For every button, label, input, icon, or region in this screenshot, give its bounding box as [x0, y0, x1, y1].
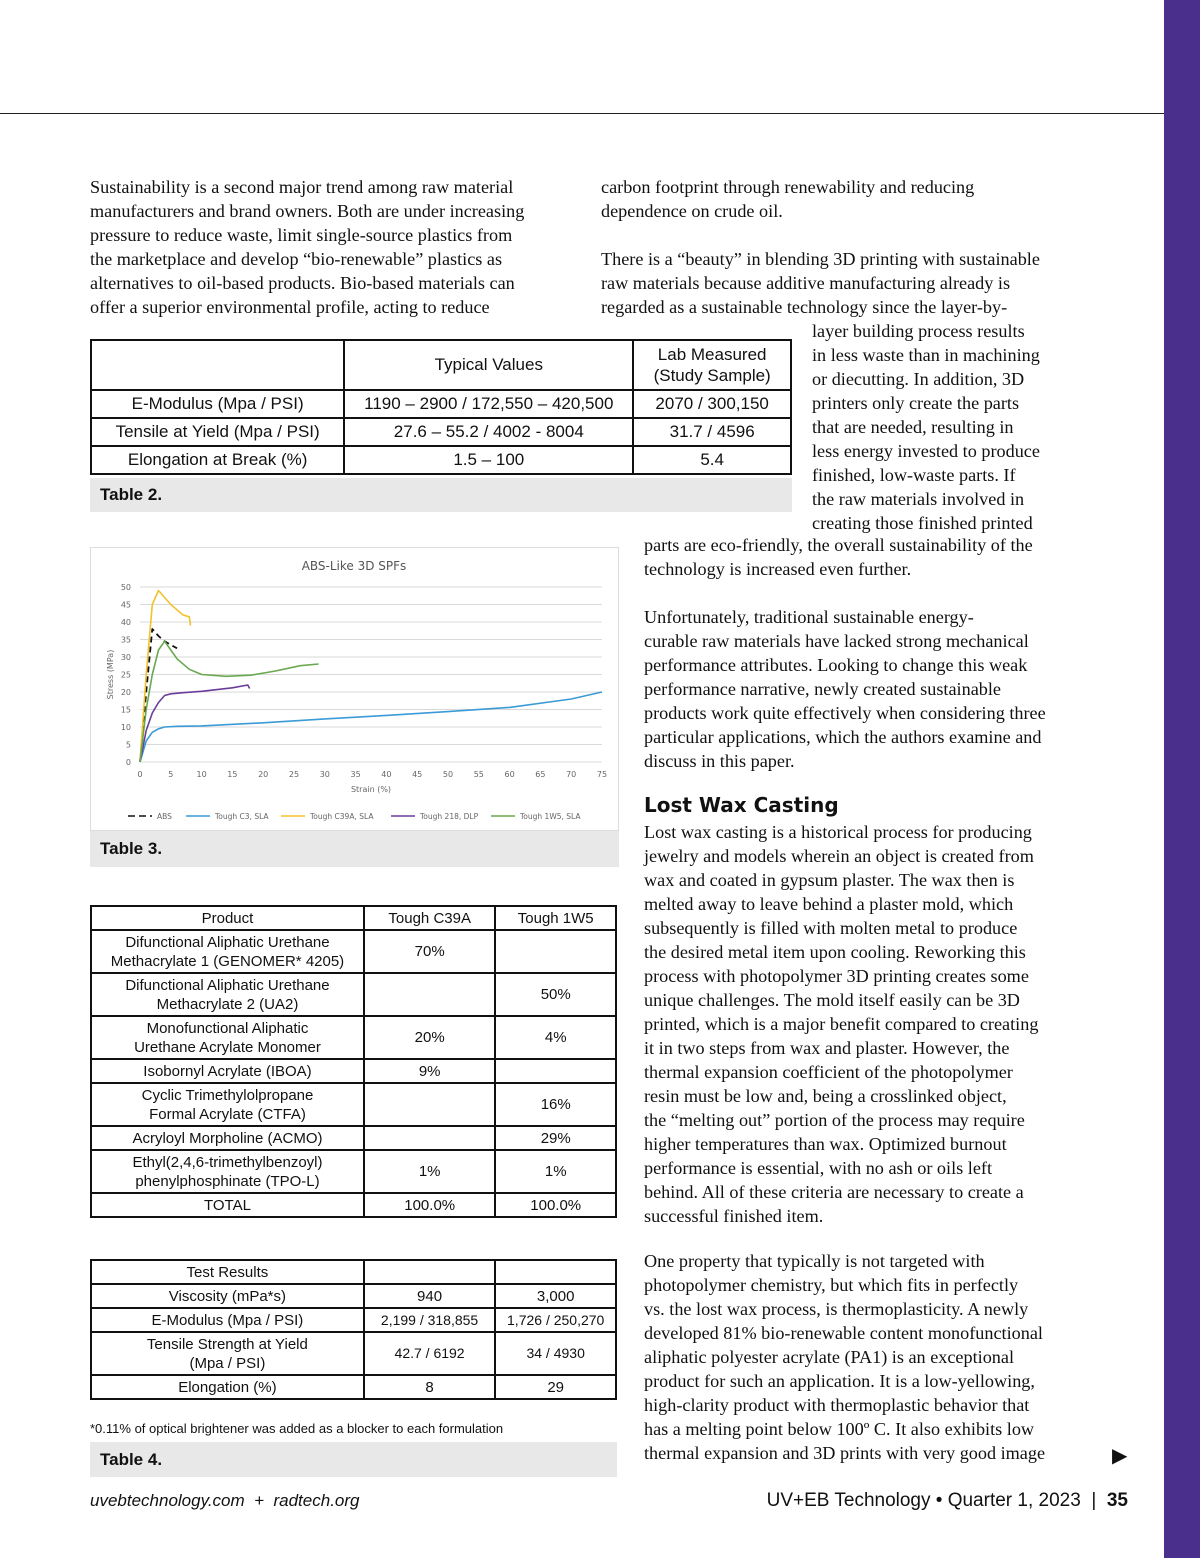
table-row	[91, 1150, 616, 1193]
table-cell: Acryloyl Morpholine (ACMO)	[91, 1126, 364, 1150]
text-line: Sustainability is a second major trend among raw material	[90, 177, 514, 197]
text-line: wax and coated in gypsum plaster. The wax then is	[644, 870, 1015, 890]
text-line: in less waste than in machining	[812, 345, 1040, 365]
x-tick-label: 45	[412, 770, 423, 779]
table-cell	[364, 1126, 495, 1150]
text-line: technology is increased even further.	[644, 559, 912, 579]
table-cell: Tough C39A	[364, 906, 495, 930]
table-2	[90, 339, 792, 475]
text-line: the desired metal item upon cooling. Reworking this	[644, 942, 1026, 962]
table-cell: Tough 1W5	[495, 906, 616, 930]
series-line	[140, 641, 319, 762]
table-cell: 2,199 / 318,855	[364, 1308, 496, 1332]
text-line: offer a superior environmental profile, acting to reduce	[90, 297, 490, 317]
y-tick-label: 45	[120, 600, 131, 610]
text-line: developed 81% bio-renewable content monofunctional	[644, 1323, 1043, 1343]
table-cell	[364, 1260, 496, 1284]
section-heading-lost-wax: Lost Wax Casting	[644, 793, 839, 817]
text-line: performance attributes. Looking to change this weak	[644, 655, 1028, 675]
table-cell: Viscosity (mPa*s)	[91, 1284, 364, 1308]
text-line: higher temperatures than wax. Optimized burnout	[644, 1134, 1007, 1154]
table-row	[91, 446, 791, 474]
legend-label: ABS	[157, 812, 172, 821]
page-edge-bar	[1164, 0, 1200, 1558]
x-tick-label: 30	[319, 770, 330, 779]
x-tick-label: 55	[473, 770, 484, 779]
table-cell: Test Results	[91, 1260, 364, 1284]
y-tick-label: 30	[120, 653, 131, 662]
y-tick-label: 15	[120, 705, 131, 715]
text-line: creating those finished printed	[812, 513, 1033, 533]
continue-arrow-icon: ▶	[1112, 1443, 1128, 1467]
y-tick-label: 40	[120, 618, 131, 627]
text-line: particular applications, which the authors examine and	[644, 727, 1042, 747]
text-line: melted away to leave behind a plaster mold, which	[644, 894, 1014, 914]
table-row	[91, 1284, 616, 1308]
para-unfortunately	[644, 605, 1046, 773]
table-cell	[495, 1059, 616, 1083]
table-cell: 3,000	[495, 1284, 616, 1308]
text-line: Unfortunately, traditional sustainable energy-	[644, 607, 974, 627]
table-cell: 29%	[495, 1126, 616, 1150]
table-row	[91, 1016, 616, 1059]
table-cell: TOTAL	[91, 1193, 364, 1217]
text-line: printers only create the parts	[812, 393, 1020, 413]
text-line: carbon footprint through renewability and reducing	[601, 177, 975, 197]
table-cell: Ethyl(2,4,6-trimethylbenzoyl) phenylphosphinate (TPO-L)	[91, 1150, 364, 1193]
table-cell: 1.5 – 100	[344, 446, 633, 474]
table-header-row	[91, 1260, 616, 1284]
text-line: pressure to reduce waste, limit single-source plastics from	[90, 225, 513, 245]
table-cell: 34 / 4930	[495, 1332, 616, 1375]
y-tick-label: 35	[120, 635, 131, 645]
footer-websites: uvebtechnology.com + radtech.org	[90, 1491, 360, 1510]
x-tick-label: 75	[596, 770, 608, 779]
text-line: it in two steps from wax and plaster. However, the	[644, 1038, 1010, 1058]
x-tick-label: 10	[196, 770, 207, 779]
text-line: printed, which is a major benefit compared to creating	[644, 1014, 1039, 1034]
table-cell: Tensile Strength at Yield (Mpa / PSI)	[91, 1332, 364, 1375]
text-line: alternatives to oil-based products. Bio-based materials can	[90, 273, 515, 293]
table-row	[91, 973, 616, 1016]
table-cell: 1190 – 2900 / 172,550 – 420,500	[344, 390, 633, 418]
table-cell: E-Modulus (Mpa / PSI)	[91, 390, 344, 418]
table-cell: 1%	[495, 1150, 616, 1193]
table-row	[91, 390, 791, 418]
text-line: Lost wax casting is a historical process for producing	[644, 822, 1032, 842]
text-line: finished, low-waste parts. If	[812, 465, 1016, 485]
y-tick-label: 20	[120, 688, 131, 697]
table-2-caption: Table 2.	[90, 478, 792, 512]
table-cell: Difunctional Aliphatic Urethane Methacrylate 2 (UA2)	[91, 973, 364, 1016]
text-line: There is a “beauty” in blending 3D printing with sustainable	[601, 249, 1040, 269]
text-line: that are needed, resulting in	[812, 417, 1014, 437]
text-line: jewelry and models wherein an object is created from	[644, 846, 1034, 866]
table-row	[91, 1375, 616, 1399]
table-cell: 1%	[364, 1150, 495, 1193]
table-cell	[495, 1260, 616, 1284]
table-row	[91, 418, 791, 446]
table-row	[91, 1083, 616, 1126]
table-cell: Typical Values	[344, 340, 633, 390]
text-line: products work quite effectively when considering three	[644, 703, 1046, 723]
series-line	[140, 591, 191, 763]
table-cell: 16%	[495, 1083, 616, 1126]
table-cell: 4%	[495, 1016, 616, 1059]
x-tick-label: 70	[566, 770, 577, 779]
table-cell: 31.7 / 4596	[633, 418, 791, 446]
table-cell	[364, 973, 495, 1016]
y-tick-label: 10	[120, 723, 131, 732]
header-rule	[0, 113, 1164, 114]
table-cell: 27.6 – 55.2 / 4002 - 8004	[344, 418, 633, 446]
x-tick-label: 60	[504, 770, 515, 779]
table-cell: 940	[364, 1284, 496, 1308]
y-tick-label: 50	[120, 583, 131, 592]
chart-container	[90, 547, 619, 831]
table-cell: Elongation (%)	[91, 1375, 364, 1399]
table-row	[91, 1193, 616, 1217]
y-tick-label: 0	[125, 758, 131, 767]
para-lost-wax	[644, 820, 1038, 1228]
x-tick-label: 35	[350, 770, 361, 779]
text-line: has a melting point below 100º C. It also exhibits low	[644, 1419, 1035, 1439]
table-cell	[495, 930, 616, 973]
text-line: raw materials because additive manufacturing already is	[601, 273, 1011, 293]
x-tick-label: 40	[381, 770, 392, 779]
text-line: successful finished item.	[644, 1206, 824, 1226]
table-cell: Tensile at Yield (Mpa / PSI)	[91, 418, 344, 446]
text-line: the marketplace and develop “bio-renewable” plastics as	[90, 249, 503, 269]
table-cell	[364, 1083, 495, 1126]
page-number: 35	[1106, 1490, 1128, 1511]
chart-title: ABS-Like 3D SPFs	[301, 559, 407, 573]
x-axis-label: Strain (%)	[350, 785, 392, 794]
text-line: high-clarity product with thermoplastic behavior that	[644, 1395, 1030, 1415]
x-tick-label: 15	[227, 770, 238, 779]
para-one-property	[644, 1249, 1045, 1465]
table-cell: 42.7 / 6192	[364, 1332, 496, 1375]
table-cell: 1,726 / 250,270	[495, 1308, 616, 1332]
text-line: aliphatic polyester acrylate (PA1) is an exceptional	[644, 1347, 1015, 1367]
table-cell: 8	[364, 1375, 496, 1399]
text-line: dependence on crude oil.	[601, 201, 783, 221]
text-line: or diecutting. In addition, 3D	[812, 369, 1025, 389]
text-line: discuss in this paper.	[644, 751, 795, 771]
table-row	[91, 1308, 616, 1332]
table-cell: 9%	[364, 1059, 495, 1083]
x-tick-label: 5	[168, 770, 174, 779]
footer-issue: UV+EB Technology • Quarter 1, 2023 |	[766, 1490, 1107, 1511]
table-cell: Isobornyl Acrylate (IBOA)	[91, 1059, 364, 1083]
text-line: One property that typically is not targeted with	[644, 1251, 985, 1271]
text-line: the “melting out” portion of the process may require	[644, 1110, 1025, 1130]
text-line: resin must be low and, being a crosslinked object,	[644, 1086, 1007, 1106]
table-4-caption: Table 4.	[90, 1442, 617, 1477]
table-4-results	[90, 1259, 617, 1400]
table-cell: Cyclic Trimethylolpropane Formal Acrylate (CTFA)	[91, 1083, 364, 1126]
text-line: regarded as a sustainable technology since the layer-by-	[601, 297, 1008, 317]
text-line: less energy invested to produce	[812, 441, 1040, 461]
table-cell: Monofunctional Aliphatic Urethane Acrylate Monomer	[91, 1016, 364, 1059]
table-cell: 50%	[495, 973, 616, 1016]
text-line: curable raw materials have lacked strong mechanical	[644, 631, 1029, 651]
text-line: process with photopolymer 3D printing creates some	[644, 966, 1029, 986]
table-cell: 29	[495, 1375, 616, 1399]
para-carbon-footprint	[601, 175, 974, 223]
table-3-caption: Table 3.	[90, 831, 619, 867]
text-line: manufacturers and brand owners. Both are under increasing	[90, 201, 525, 221]
text-line: thermal expansion and 3D prints with very good image	[644, 1443, 1046, 1463]
table-cell: 5.4	[633, 446, 791, 474]
table-cell: Lab Measured (Study Sample)	[633, 340, 791, 390]
table-row	[91, 1332, 616, 1375]
para-beauty-wrap	[812, 319, 1040, 535]
y-tick-label: 25	[120, 670, 131, 680]
table-cell: 100.0%	[495, 1193, 616, 1217]
table-cell: E-Modulus (Mpa / PSI)	[91, 1308, 364, 1332]
x-tick-label: 0	[137, 770, 143, 779]
table-4-formulation	[90, 905, 617, 1218]
x-tick-label: 25	[288, 770, 300, 779]
table-row	[91, 930, 616, 973]
text-line: behind. All of these criteria are necessary to create a	[644, 1182, 1024, 1202]
para-beauty	[601, 247, 1040, 319]
table-row	[91, 1059, 616, 1083]
y-axis-label: Stress (MPa)	[106, 649, 115, 700]
series-line	[140, 685, 250, 762]
y-tick-label: 5	[125, 740, 131, 750]
para-beauty-end	[644, 533, 1033, 581]
text-line: unique challenges. The mold itself easily can be 3D	[644, 990, 1020, 1010]
stress-strain-chart	[91, 548, 618, 830]
text-line: layer building process results	[812, 321, 1025, 341]
text-line: photopolymer chemistry, but which fits in perfectly	[644, 1275, 1019, 1295]
text-line: the raw materials involved in	[812, 489, 1025, 509]
table-header-row	[91, 906, 616, 930]
text-line: parts are eco-friendly, the overall sustainability of the	[644, 535, 1033, 555]
table-row	[91, 1126, 616, 1150]
table-cell: Difunctional Aliphatic Urethane Methacrylate 1 (GENOMER* 4205)	[91, 930, 364, 973]
footer-publication	[767, 1490, 1128, 1512]
text-line: performance is essential, with no ash or oils left	[644, 1158, 992, 1178]
table-cell: 2070 / 300,150	[633, 390, 791, 418]
text-line: vs. the lost wax process, is thermoplasticity. A newly	[644, 1299, 1029, 1319]
table-cell: Product	[91, 906, 364, 930]
legend-label: Tough C3, SLA	[215, 812, 269, 821]
text-line: performance narrative, newly created sustainable	[644, 679, 1002, 699]
table-cell: Elongation at Break (%)	[91, 446, 344, 474]
text-line: thermal expansion coefficient of the photopolymer	[644, 1062, 1013, 1082]
x-tick-label: 50	[442, 770, 454, 779]
table-cell	[91, 340, 344, 390]
table-cell: 70%	[364, 930, 495, 973]
table-cell: 20%	[364, 1016, 495, 1059]
x-tick-label: 65	[535, 770, 546, 779]
legend-label: Tough 218, DLP	[420, 812, 479, 821]
table-header-row	[91, 340, 791, 390]
text-line: product for such an application. It is a low-yellowing,	[644, 1371, 1035, 1391]
text-line: subsequently is filled with molten metal to produce	[644, 918, 1018, 938]
legend-label: Tough C39A, SLA	[310, 812, 374, 821]
legend-label: Tough 1W5, SLA	[520, 812, 581, 821]
para-sustainability	[90, 175, 524, 319]
table-4-footnote: *0.11% of optical brightener was added as a blocker to each formulation	[90, 1421, 504, 1436]
x-tick-label: 20	[258, 770, 269, 779]
table-cell: 100.0%	[364, 1193, 495, 1217]
